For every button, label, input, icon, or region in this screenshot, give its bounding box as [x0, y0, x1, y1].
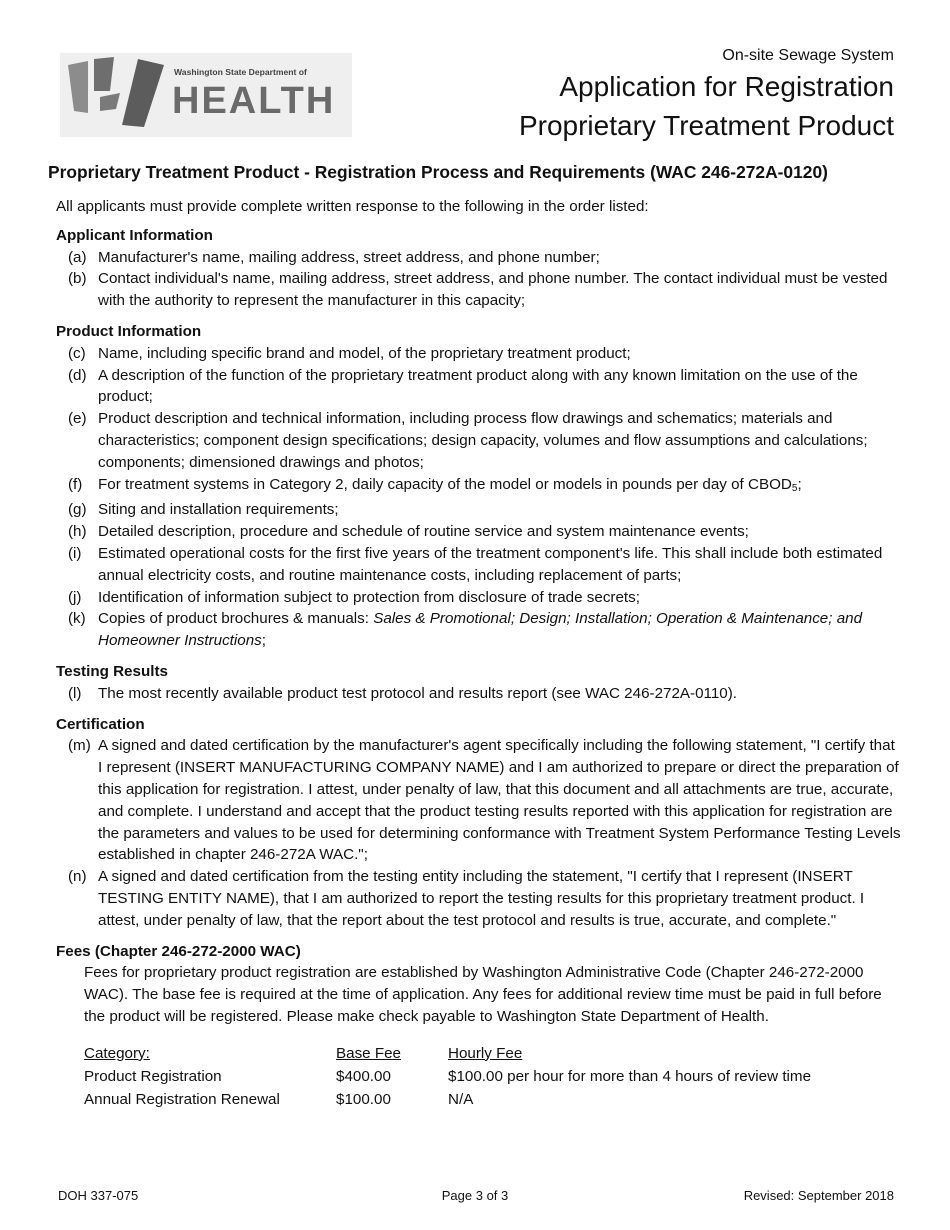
item-text-main: For treatment systems in Category 2, daily capacity of the model or models in pounds per day of CBOD	[98, 475, 792, 493]
fee-base: $100.00	[336, 1090, 391, 1108]
item-text: A signed and dated certification by the manufacturer's agent specifically including the following statement, "I certify that I represent (INSERT MANUFACTURING COMPANY NAME) and I am authorized to prepare or direct the preparation of this application for registration. I attest, under penalty of law, that this document and all attachments are true, accurate, and complete. I understand and accept that the product testing results reported with this application for registration are the parameters and values to be used for determining conformance with Treatment System Performance Testing Levels established in chapter 246-272A WAC.";	[98, 737, 901, 864]
item-label: (f)	[68, 475, 83, 493]
item-text: Product description and technical information, including process flow drawings and schematics; materials and characteristics; component design specifications; design capacity, volumes and flow assumptions and calculations; components; dimensioned drawings and photos;	[98, 410, 868, 471]
item-text	[98, 608, 902, 652]
list-item	[56, 543, 902, 587]
section-heading-fees: Fees (Chapter 246-272-2000 WAC)	[56, 942, 301, 960]
fee-table	[84, 1042, 811, 1111]
header-title-line1: Application for Registration	[559, 71, 894, 102]
list-item	[56, 343, 902, 365]
item-text: A signed and dated certification from the testing entity including the statement, "I certify that I represent (INSERT TESTING ENTITY NAME), that I am authorized to report the testing results for this proprietary treatment product. I attest, under penalty of law, that the report about the test protocol and results is true, accurate, and complete."	[98, 868, 865, 929]
fee-category: Annual Registration Renewal	[84, 1090, 280, 1108]
testing-list	[56, 683, 902, 705]
item-label: (m)	[68, 737, 91, 755]
footer-form-number: DOH 337-075	[58, 1188, 139, 1203]
list-item	[56, 247, 902, 269]
product-list	[56, 343, 902, 652]
item-label: (n)	[68, 868, 87, 886]
fee-hourly: N/A	[448, 1090, 474, 1108]
fee-category: Product Registration	[84, 1067, 222, 1085]
fee-hourly: $100.00 per hour for more than 4 hours of review time	[448, 1067, 812, 1085]
section-heading-testing: Testing Results	[56, 662, 168, 680]
logo-word: HEALTH	[172, 80, 336, 122]
item-text: Siting and installation requirements;	[98, 501, 339, 519]
section-heading-product: Product Information	[56, 322, 202, 340]
item-label: (g)	[68, 501, 87, 519]
list-item	[56, 499, 902, 521]
list-item	[56, 474, 902, 500]
item-label: (k)	[68, 610, 86, 628]
fee-table-header	[84, 1042, 811, 1065]
list-item	[56, 521, 902, 543]
fee-header-category: Category:	[84, 1044, 150, 1062]
certification-list	[56, 735, 902, 931]
item-label: (j)	[68, 588, 82, 606]
doh-logo	[60, 53, 352, 137]
item-label: (a)	[68, 248, 87, 266]
intro-text: All applicants must provide complete written response to the following in the order listed:	[56, 198, 649, 215]
list-item	[56, 608, 902, 652]
item-text	[98, 474, 902, 500]
item-text-subscript: 5	[791, 482, 798, 494]
section-heading-certification: Certification	[56, 715, 145, 733]
document-body	[56, 196, 902, 1111]
item-label: (i)	[68, 544, 82, 562]
table-row	[84, 1065, 811, 1088]
footer-page: Page 3 of 3	[441, 1188, 509, 1203]
item-text-end: ;	[261, 632, 266, 650]
item-label: (b)	[68, 270, 87, 288]
item-text-end: ;	[797, 475, 802, 493]
table-row	[84, 1088, 811, 1111]
doh-logo-mark	[60, 53, 352, 137]
applicant-list	[56, 247, 902, 312]
list-item	[56, 683, 902, 705]
item-label: (h)	[68, 523, 87, 541]
item-text-main: Copies of product brochures & manuals:	[98, 610, 374, 628]
logo-agency-text: Washington State Department of	[174, 67, 307, 77]
header-subtitle: On-site Sewage System	[722, 47, 894, 64]
list-item	[56, 735, 902, 866]
fee-header-hourly: Hourly Fee	[448, 1044, 523, 1062]
list-item	[56, 587, 902, 609]
item-text: Contact individual's name, mailing address, street address, and phone number. The contact individual must be vested with the authority to represent the manufacturer in this capacity;	[98, 270, 888, 310]
list-item	[56, 866, 902, 931]
fees-paragraph: Fees for proprietary product registration are established by Washington Administrative Code (Chapter 246-272-2000 WAC). The base fee is required at the time of application. Any fees for additional review time must be paid in full before the product will be registered. Please make check payable to Washington State Department of Health.	[84, 964, 882, 1025]
item-text-italic: Sales & Promotional; Design; Installation; Operation & Maintenance; and Homeowner Instructions	[98, 610, 863, 650]
list-item	[56, 408, 902, 473]
item-text: Detailed description, procedure and schedule of routine service and system maintenance events;	[98, 523, 749, 541]
item-label: (c)	[68, 344, 86, 362]
header-title-line2: Proprietary Treatment Product	[518, 110, 894, 141]
item-text: Name, including specific brand and model, of the proprietary treatment product;	[98, 344, 631, 362]
footer-revised: Revised: September 2018	[743, 1188, 894, 1203]
item-label: (l)	[68, 684, 82, 702]
list-item	[56, 365, 902, 409]
fee-base: $400.00	[336, 1067, 391, 1085]
item-label: (d)	[68, 366, 87, 384]
item-text: Estimated operational costs for the first five years of the treatment component's life. This shall include both estimated annual electricity costs, and routine maintenance costs, including replacement of parts;	[98, 544, 883, 584]
document-title: Proprietary Treatment Product - Registration Process and Requirements (WAC 246-272A-0120)	[48, 162, 828, 182]
list-item	[56, 268, 902, 312]
item-text: The most recently available product test protocol and results report (see WAC 246-272A-0110).	[98, 684, 738, 702]
item-label: (e)	[68, 410, 87, 428]
item-text: A description of the function of the proprietary treatment product along with any known limitation on the use of the product;	[98, 366, 858, 406]
item-text: Identification of information subject to protection from disclosure of trade secrets;	[98, 588, 640, 606]
fee-header-base: Base Fee	[336, 1044, 402, 1062]
item-text: Manufacturer's name, mailing address, street address, and phone number;	[98, 248, 600, 266]
section-heading-applicant: Applicant Information	[56, 226, 213, 244]
